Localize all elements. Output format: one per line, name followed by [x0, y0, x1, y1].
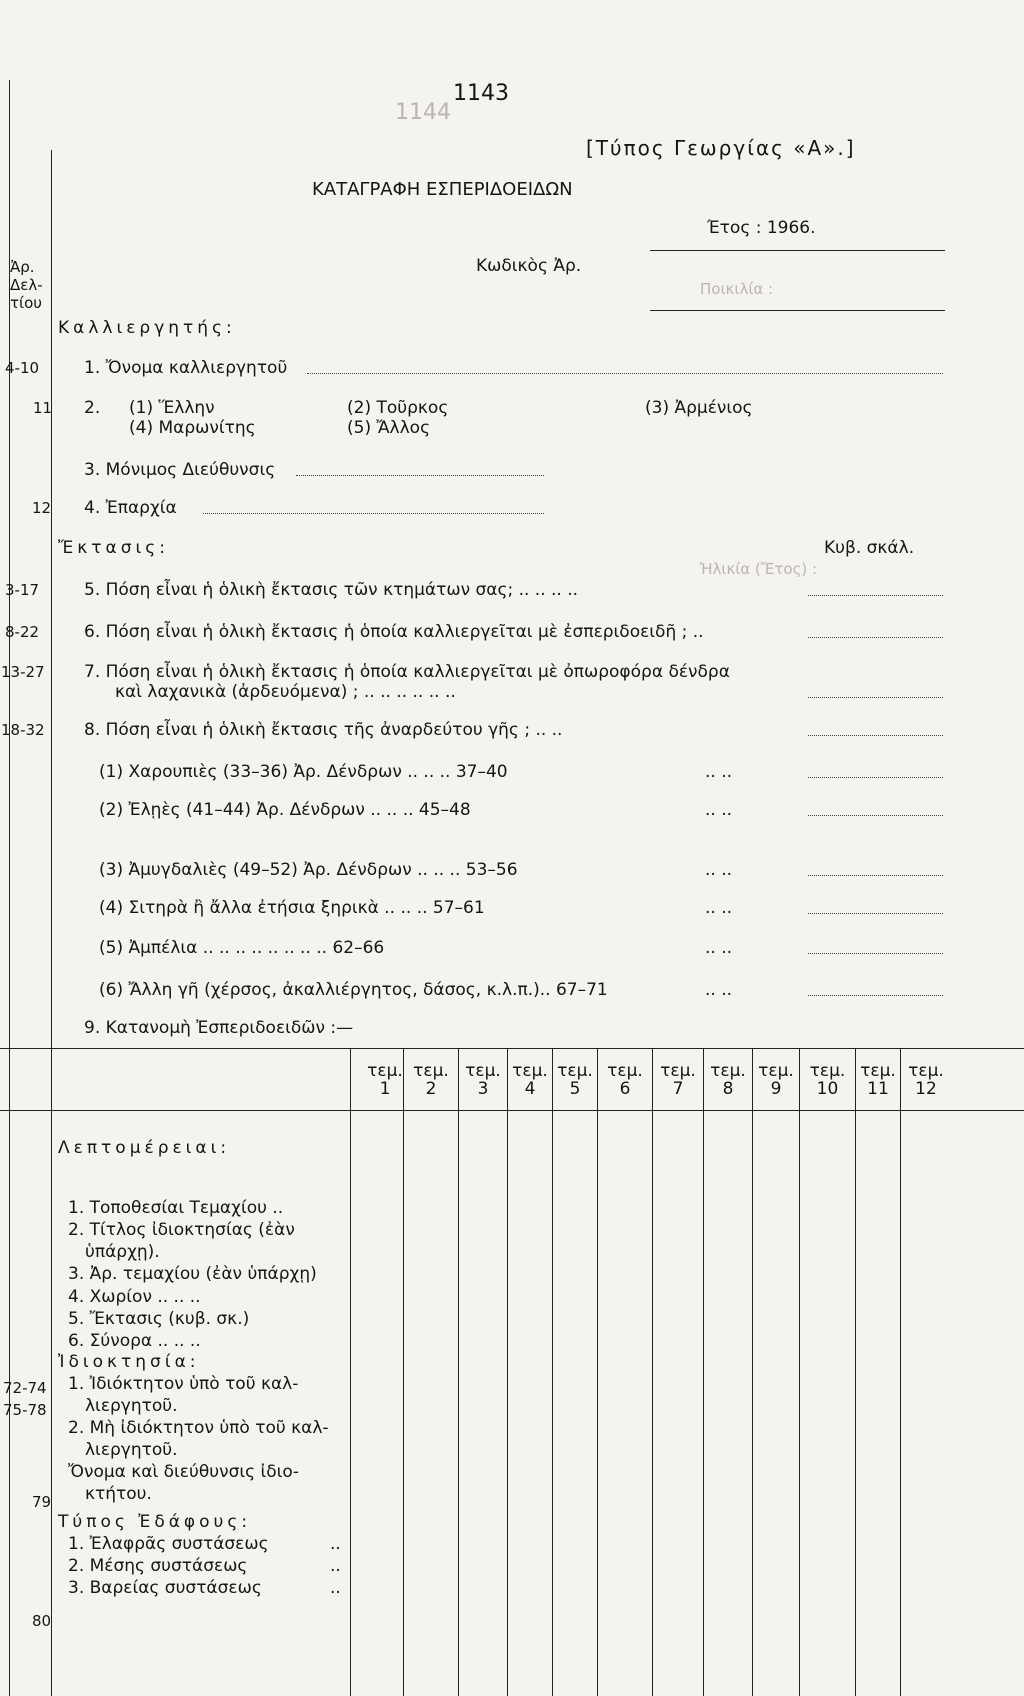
carob-trees-row: (1) Χαρουπιὲς (33–36) Ἀρ. Δένδρων .. .. .. 37–40 [99, 762, 508, 782]
row-dots: .. .. [705, 800, 733, 820]
permanent-address-field[interactable] [296, 475, 544, 476]
column-number: 9 [770, 1079, 782, 1099]
table-column-divider [403, 1048, 404, 1696]
citrus-area-field[interactable] [808, 637, 943, 638]
almond-trees-field[interactable] [808, 875, 943, 876]
margin-code: 75-78 [3, 1401, 47, 1419]
ownership-item: 1. Ἰδιόκτητον ὑπὸ τοῦ καλ- [68, 1374, 299, 1394]
table-header-rule [0, 1110, 1024, 1111]
year-underline [650, 250, 945, 251]
details-heading: Λεπτομέρειαι: [58, 1138, 231, 1158]
ownership-item: λιεργητοῦ. [85, 1440, 178, 1460]
table-column-divider [799, 1048, 800, 1696]
margin-header-line: τίου [10, 294, 42, 312]
table-column-header [753, 1062, 799, 1098]
details-item: 6. Σύνορα .. .. .. [68, 1331, 201, 1351]
column-unit: τεμ. [758, 1061, 794, 1081]
table-column-header [404, 1062, 458, 1098]
column-number: 4 [524, 1079, 536, 1099]
page-number: 1143 [453, 81, 509, 106]
margin-code: 8-22 [5, 623, 40, 641]
other-land-row: (6) Ἄλλη γῆ (χέρσος, ἀκαλλιέργητος, δάσος, κ.λ.π.).. 67–71 [99, 980, 608, 1000]
soil-type-heading: Τύπος Ἐδάφους: [58, 1512, 252, 1532]
ownership-item: 2. Μὴ ἰδιόκτητον ὑπὸ τοῦ καλ- [68, 1418, 329, 1438]
margin-code: 3-17 [5, 581, 40, 599]
column-unit: τεμ. [607, 1061, 643, 1081]
soil-type-item: 3. Βαρείας συστάσεως [68, 1578, 262, 1598]
margin-code: 18-32 [1, 721, 45, 739]
table-column-header [653, 1062, 703, 1098]
table-column-header [800, 1062, 855, 1098]
column-number: 2 [425, 1079, 437, 1099]
table-column-header [508, 1062, 552, 1098]
table-column-divider [597, 1048, 598, 1696]
details-item: 4. Χωρίον .. .. .. [68, 1287, 201, 1307]
row-dots: .. .. [705, 980, 733, 1000]
row-dots: .. [330, 1556, 341, 1576]
margin-code: 11 [33, 399, 53, 417]
column-unit: τεμ. [860, 1061, 896, 1081]
vineyards-row: (5) Ἀμπέλια .. .. .. .. .. .. .. .. 62–66 [99, 938, 385, 958]
table-column-header [901, 1062, 951, 1098]
margin-code: 79 [32, 1493, 52, 1511]
margin-header-line: Δελ- [10, 276, 43, 294]
cereals-field[interactable] [808, 913, 943, 914]
column-unit: τεμ. [367, 1061, 403, 1081]
code-field-line [650, 310, 945, 311]
nationality-number: 2. [84, 398, 101, 418]
fruit-area-question-cont: καὶ λαχανικὰ (ἀρδευόμενα) ; .. .. .. .. .. .. [115, 682, 456, 702]
table-column-header [704, 1062, 752, 1098]
cereals-row: (4) Σιτηρὰ ἢ ἄλλα ἐτήσια ξηρικὰ .. .. .. 57–61 [99, 898, 485, 918]
details-item: 5. Ἔκτασις (κυβ. σκ.) [68, 1309, 250, 1329]
fruit-area-field[interactable] [808, 697, 943, 698]
soil-type-item: 2. Μέσης συστάσεως [68, 1556, 248, 1576]
table-column-header [856, 1062, 900, 1098]
ownership-heading: Ἰδιοκτησία: [58, 1352, 200, 1372]
column-unit: τεμ. [413, 1061, 449, 1081]
margin-code: 4-10 [5, 359, 40, 377]
almond-trees-row: (3) Ἀμυγδαλιὲς (49–52) Ἀρ. Δένδρων .. .. .. 53–56 [99, 860, 518, 880]
table-column-divider [752, 1048, 753, 1696]
left-edge-line [9, 80, 10, 1696]
margin-code: 13-27 [1, 663, 45, 681]
total-area-field[interactable] [808, 595, 943, 596]
nationality-option[interactable]: (4) Μαρωνίτης [129, 418, 256, 438]
district-field[interactable] [203, 513, 544, 514]
table-column-divider [703, 1048, 704, 1696]
form-type-label: [Τύπος Γεωργίας «Α».] [586, 136, 856, 160]
row-dots: .. .. [705, 938, 733, 958]
citrus-distribution-label: 9. Κατανομὴ Ἐσπεριδοειδῶν :— [84, 1018, 354, 1038]
bleed-through-mark: Ἡλικία (Ἔτος) : [700, 560, 818, 578]
carob-trees-field[interactable] [808, 777, 943, 778]
dry-land-field[interactable] [808, 735, 943, 736]
row-dots: .. .. [705, 860, 733, 880]
column-unit: τεμ. [660, 1061, 696, 1081]
table-column-divider [900, 1048, 901, 1696]
column-number: 10 [816, 1079, 839, 1099]
area-heading: Ἔκτασις: [58, 538, 169, 558]
column-unit: τεμ. [465, 1061, 501, 1081]
permanent-address-label: 3. Μόνιμος Διεύθυνσις [84, 460, 276, 480]
page-title: ΚΑΤΑΓΡΑΦΗ ΕΣΠΕΡΙΔΟΕΙΔΩΝ [312, 179, 573, 200]
margin-code: 80 [32, 1612, 52, 1630]
table-column-divider [652, 1048, 653, 1696]
cultivator-name-field[interactable] [307, 373, 943, 374]
column-number: 5 [569, 1079, 581, 1099]
total-area-question: 5. Πόση εἶναι ἡ ὁλικὴ ἔκτασις τῶν κτημάτων σας; .. .. .. .. [84, 580, 579, 600]
bleed-through-mark: 1144 [395, 100, 451, 125]
column-unit: τεμ. [710, 1061, 746, 1081]
dry-land-question: 8. Πόση εἶναι ἡ ὁλικὴ ἔκτασις τῆς ἀναρδεύτου γῆς ; .. .. [84, 720, 563, 740]
column-number: 12 [915, 1079, 937, 1099]
ownership-item: Ὄνομα καὶ διεύθυνσις ἰδιο- [68, 1462, 299, 1482]
column-number: 3 [477, 1079, 489, 1099]
table-top-rule [0, 1048, 1024, 1049]
column-unit: τεμ. [512, 1061, 548, 1081]
nationality-option[interactable]: (3) Ἀρμένιος [645, 398, 753, 418]
district-label: 4. Ἐπαρχία [84, 498, 177, 518]
bleed-through-mark: Ποικιλία : [700, 280, 774, 298]
table-column-header [459, 1062, 507, 1098]
table-column-divider [552, 1048, 553, 1696]
fruit-area-question: 7. Πόση εἶναι ἡ ὁλικὴ ἔκτασις ἡ ὁποία καλλιεργεῖται μὲ ὀπωροφόρα δένδρα [84, 662, 730, 682]
margin-code: 72-74 [3, 1379, 47, 1397]
cultivator-heading: Καλλιεργητής: [58, 318, 236, 338]
olive-trees-field[interactable] [808, 815, 943, 816]
nationality-option[interactable]: (2) Τοῦρκος [347, 398, 449, 418]
nationality-option[interactable]: (1) Ἕλλην [129, 398, 215, 418]
table-column-header [553, 1062, 597, 1098]
area-unit-label: Κυβ. σκάλ. [824, 538, 915, 558]
column-unit: τεμ. [908, 1061, 944, 1081]
row-dots: .. .. [705, 898, 733, 918]
margin-code: 12 [32, 499, 52, 517]
column-number: 7 [672, 1079, 684, 1099]
table-column-divider [855, 1048, 856, 1696]
nationality-option[interactable]: (5) Ἄλλος [347, 418, 431, 438]
year-label: Έτος : 1966. [707, 218, 816, 238]
row-dots: .. [330, 1534, 341, 1554]
table-column-header [598, 1062, 652, 1098]
column-number: 6 [619, 1079, 631, 1099]
column-unit: τεμ. [557, 1061, 593, 1081]
column-unit: τεμ. [809, 1061, 846, 1081]
citrus-area-question: 6. Πόση εἶναι ἡ ὁλικὴ ἔκτασις ἡ ὁποία καλλιεργεῖται μὲ ἐσπεριδοειδῆ ; .. [84, 622, 704, 642]
column-number: 8 [722, 1079, 734, 1099]
table-column-divider [507, 1048, 508, 1696]
table-column-divider [350, 1048, 351, 1696]
other-land-field[interactable] [808, 995, 943, 996]
column-number: 11 [867, 1079, 889, 1099]
vineyards-field[interactable] [808, 953, 943, 954]
details-item: 2. Τίτλος ἰδιοκτησίας (ἐὰν [68, 1220, 295, 1240]
margin-header-line: Ἀρ. [10, 258, 35, 276]
details-item: 1. Τοποθεσίαι Τεμαχίου .. [68, 1198, 284, 1218]
row-dots: .. [330, 1578, 341, 1598]
code-label: Κωδικὸς Ἀρ. [476, 256, 582, 276]
details-item: 3. Ἀρ. τεμαχίου (ἐὰν ὑπάρχῃ) [68, 1264, 317, 1284]
column-number: 1 [379, 1079, 391, 1099]
ownership-item: λιεργητοῦ. [85, 1396, 178, 1416]
details-item: ὑπάρχῃ). [85, 1242, 160, 1262]
olive-trees-row: (2) Ἐλῃὲς (41–44) Ἀρ. Δένδρων .. .. .. 45–48 [99, 800, 471, 820]
cultivator-name-label: 1. Ὄνομα καλλιεργητοῦ [84, 358, 288, 378]
margin-divider-line [51, 150, 52, 1696]
margin-column-header [10, 258, 43, 312]
table-column-divider [458, 1048, 459, 1696]
ownership-item: κτήτου. [85, 1484, 152, 1504]
row-dots: .. .. [705, 762, 733, 782]
soil-type-item: 1. Ἐλαφρᾶς συστάσεως [68, 1534, 269, 1554]
